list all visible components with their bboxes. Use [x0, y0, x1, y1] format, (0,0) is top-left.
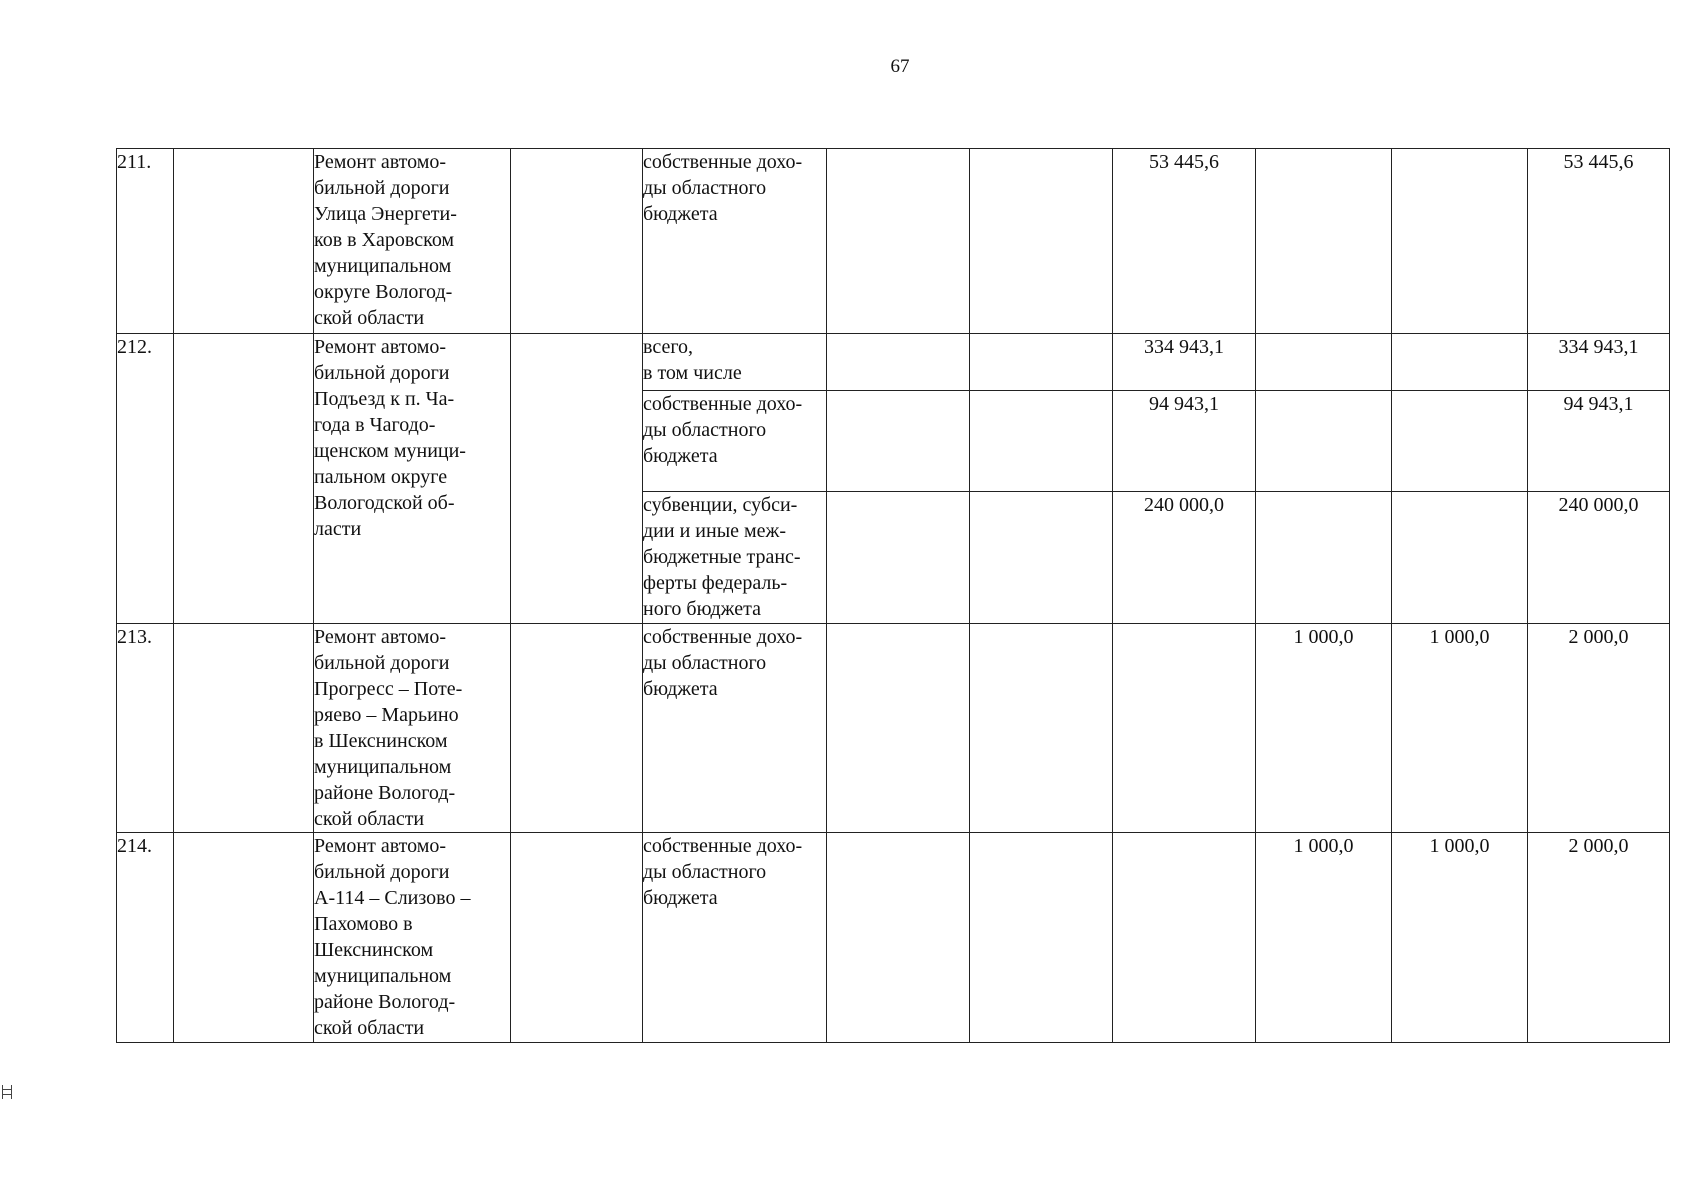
row-number: 211. [117, 151, 152, 173]
value-2027 [1392, 492, 1528, 624]
object-name-line: ряево – Марьино [314, 704, 459, 726]
funding-source-line: бюджета [643, 445, 718, 467]
object-name-line: районе Вологод- [314, 991, 456, 1013]
object-name-line: ков в Харовском [314, 229, 455, 251]
row-number: 213. [117, 626, 152, 648]
funding-source-line: собственные дохо- [643, 835, 803, 857]
budget-table [116, 148, 1670, 1043]
object-name-line: Шекснинском [314, 939, 434, 961]
value-2026 [1256, 149, 1392, 334]
empty-cell [827, 391, 970, 492]
object-name-line: бильной дороги [314, 861, 450, 883]
table-row-212 [117, 334, 1670, 391]
empty-cell [174, 833, 314, 1043]
object-name-line: бильной дороги [314, 177, 450, 199]
empty-cell [970, 833, 1113, 1043]
value-2025 [1113, 624, 1256, 833]
object-name-line: муниципальном [314, 756, 452, 778]
value-2026 [1256, 334, 1392, 391]
value-2026: 1 000,0 [1256, 624, 1392, 833]
page-number: 67 [890, 56, 910, 77]
object-name-cell [314, 833, 511, 1043]
value-total: 2 000,0 [1528, 833, 1670, 1043]
object-name-line: Ремонт автомо- [314, 151, 447, 173]
funding-source-line: ды областного [643, 652, 767, 674]
object-name-line: Вологодской об- [314, 492, 455, 514]
funding-source-line: ферты федераль- [643, 572, 788, 594]
empty-cell [174, 624, 314, 833]
funding-source-cell [643, 492, 827, 624]
object-name-line: Ремонт автомо- [314, 336, 447, 358]
funding-source-line: субвенции, субси- [643, 494, 798, 516]
empty-cell [827, 624, 970, 833]
funding-source-cell [643, 833, 827, 1043]
object-name-line: ласти [314, 518, 362, 540]
funding-source-line: ды областного [643, 177, 767, 199]
row-number: 214. [117, 835, 152, 857]
object-name-line: бильной дороги [314, 362, 450, 384]
object-name-line: пальном округе [314, 466, 448, 488]
empty-cell [174, 334, 314, 624]
funding-source-line: собственные дохо- [643, 151, 803, 173]
object-name-line: А-114 – Слизово – [314, 887, 471, 909]
object-name-line: Подъезд к п. Ча- [314, 388, 455, 410]
value-total: 94 943,1 [1528, 391, 1670, 492]
value-2027: 1 000,0 [1392, 833, 1528, 1043]
funding-source-cell [643, 391, 827, 492]
object-name-line: ской области [314, 1017, 425, 1039]
value-2025 [1113, 833, 1256, 1043]
funding-source-cell [643, 149, 827, 334]
row-number-cell [117, 334, 174, 624]
object-name-line: районе Вологод- [314, 782, 456, 804]
empty-cell [827, 833, 970, 1043]
value-total: 53 445,6 [1528, 149, 1670, 334]
value-2026 [1256, 391, 1392, 492]
funding-source-cell [643, 334, 827, 391]
funding-source-line: всего, [643, 336, 694, 358]
funding-source-line: ды областного [643, 861, 767, 883]
value-2027 [1392, 149, 1528, 334]
object-name-line: ской области [314, 808, 425, 830]
object-name-line: ской области [314, 307, 425, 329]
object-name-line: Прогресс – Поте- [314, 678, 463, 700]
empty-cell [970, 492, 1113, 624]
value-2027 [1392, 334, 1528, 391]
funding-source-cell [643, 624, 827, 833]
empty-cell [827, 492, 970, 624]
empty-cell [970, 334, 1113, 391]
object-name-line: в Шекснинском [314, 730, 448, 752]
value-2025: 240 000,0 [1113, 492, 1256, 624]
object-name-cell [314, 149, 511, 334]
value-2026: 1 000,0 [1256, 833, 1392, 1043]
row-number-cell [117, 149, 174, 334]
value-total: 2 000,0 [1528, 624, 1670, 833]
funding-source-line: собственные дохо- [643, 393, 803, 415]
funding-source-line: ного бюджета [643, 598, 761, 620]
value-total: 240 000,0 [1528, 492, 1670, 624]
empty-cell [970, 149, 1113, 334]
empty-cell [970, 624, 1113, 833]
table-row-214 [117, 833, 1670, 1043]
funding-source-line: бюджета [643, 887, 718, 909]
funding-source-line: дии и иные меж- [643, 520, 787, 542]
object-name-line: щенском муници- [314, 440, 466, 462]
object-name-line: муниципальном [314, 965, 452, 987]
object-name-line: Ремонт автомо- [314, 626, 447, 648]
table-row-211 [117, 149, 1670, 334]
empty-cell [827, 149, 970, 334]
value-2025: 94 943,1 [1113, 391, 1256, 492]
row-number-cell [117, 833, 174, 1043]
object-name-cell [314, 334, 511, 624]
funding-source-line: бюджета [643, 203, 718, 225]
empty-cell [511, 833, 643, 1043]
scan-margin-mark [2, 1085, 12, 1099]
funding-source-line: бюджетные транс- [643, 546, 801, 568]
funding-source-line: в том числе [643, 362, 742, 384]
value-2027: 1 000,0 [1392, 624, 1528, 833]
value-2026 [1256, 492, 1392, 624]
value-2027 [1392, 391, 1528, 492]
row-number: 212. [117, 336, 152, 358]
value-total: 334 943,1 [1528, 334, 1670, 391]
empty-cell [511, 624, 643, 833]
object-name-cell [314, 624, 511, 833]
object-name-line: года в Чагодо- [314, 414, 436, 436]
table-row-213 [117, 624, 1670, 833]
funding-source-line: бюджета [643, 678, 718, 700]
funding-source-line: собственные дохо- [643, 626, 803, 648]
empty-cell [970, 391, 1113, 492]
object-name-line: округе Вологод- [314, 281, 453, 303]
object-name-line: Ремонт автомо- [314, 835, 447, 857]
object-name-line: муниципальном [314, 255, 452, 277]
empty-cell [827, 334, 970, 391]
empty-cell [174, 149, 314, 334]
empty-cell [511, 334, 643, 624]
object-name-line: Пахомово в [314, 913, 413, 935]
row-number-cell [117, 624, 174, 833]
value-2025: 334 943,1 [1113, 334, 1256, 391]
empty-cell [511, 149, 643, 334]
value-2025: 53 445,6 [1113, 149, 1256, 334]
object-name-line: бильной дороги [314, 652, 450, 674]
object-name-line: Улица Энергети- [314, 203, 457, 225]
funding-source-line: ды областного [643, 419, 767, 441]
